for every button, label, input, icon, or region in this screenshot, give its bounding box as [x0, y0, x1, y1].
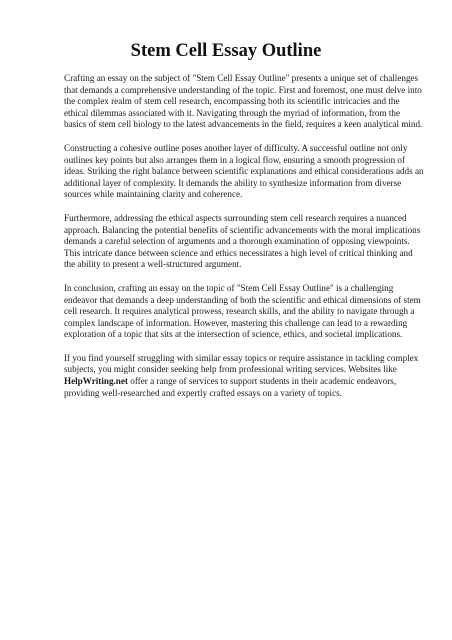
help-text-before: If you find yourself struggling with similar essay topics or require assistance in tackling complex subjects, you might consider seeking help from professional writing services. Websites like	[64, 352, 419, 375]
essay-body	[64, 73, 424, 411]
paragraph-outline: Constructing a cohesive outline poses another layer of difficulty. A successful outline not only outlines key points but also arranges them in a logical flow, ensuring a smooth progression of ideas. Striking the right balance between scientific explanations and ethical considerations adds an additional layer of complexity. It demands the ability to synthesize information from diverse sources while maintaining clarity and coherence.	[64, 142, 424, 200]
help-text-after: offer a range of services to support students in their academic endeavors, providing well-researched and expertly crafted essays on a variety of topics.	[64, 376, 397, 398]
paragraph-help	[64, 353, 424, 399]
paragraph-conclusion: In conclusion, crafting an essay on the topic of "Stem Cell Essay Outline" is a challenging endeavor that demands a deep understanding of both the scientific and ethical dimensions of stem cell research. It requires analytical prowess, research skills, and the ability to navigate through a complex landscape of information. However, mastering this challenge can lead to a rewarding exploration of a topic that sits at the intersection of science, ethics, and societal implications.	[64, 282, 421, 340]
paragraph-intro: Crafting an essay on the subject of "Stem Cell Essay Outline" presents a unique set of challenges that demands a comprehensive understanding of the topic. First and foremost, one must delve into the complex realm of stem cell research, encompassing both its scientific intricacies and the ethical dilemmas associated with it. Navigating through the myriad of information, from the basics of stem cell biology to the latest advancements in the field, requires a keen analytical mind.	[64, 73, 423, 130]
paragraph-ethics: Furthermore, addressing the ethical aspects surrounding stem cell research requires a nuanced approach. Balancing the potential benefits of scientific advancements with the moral implications demands a careful selection of arguments and a thorough examination of opposing viewpoints. This intricate dance between science and ethics necessitates a high level of critical thinking and the ability to present a well-structured argument.	[64, 212, 421, 270]
page-title: Stem Cell Essay Outline	[130, 41, 322, 61]
helpwriting-link[interactable]: HelpWriting.net	[64, 376, 128, 387]
